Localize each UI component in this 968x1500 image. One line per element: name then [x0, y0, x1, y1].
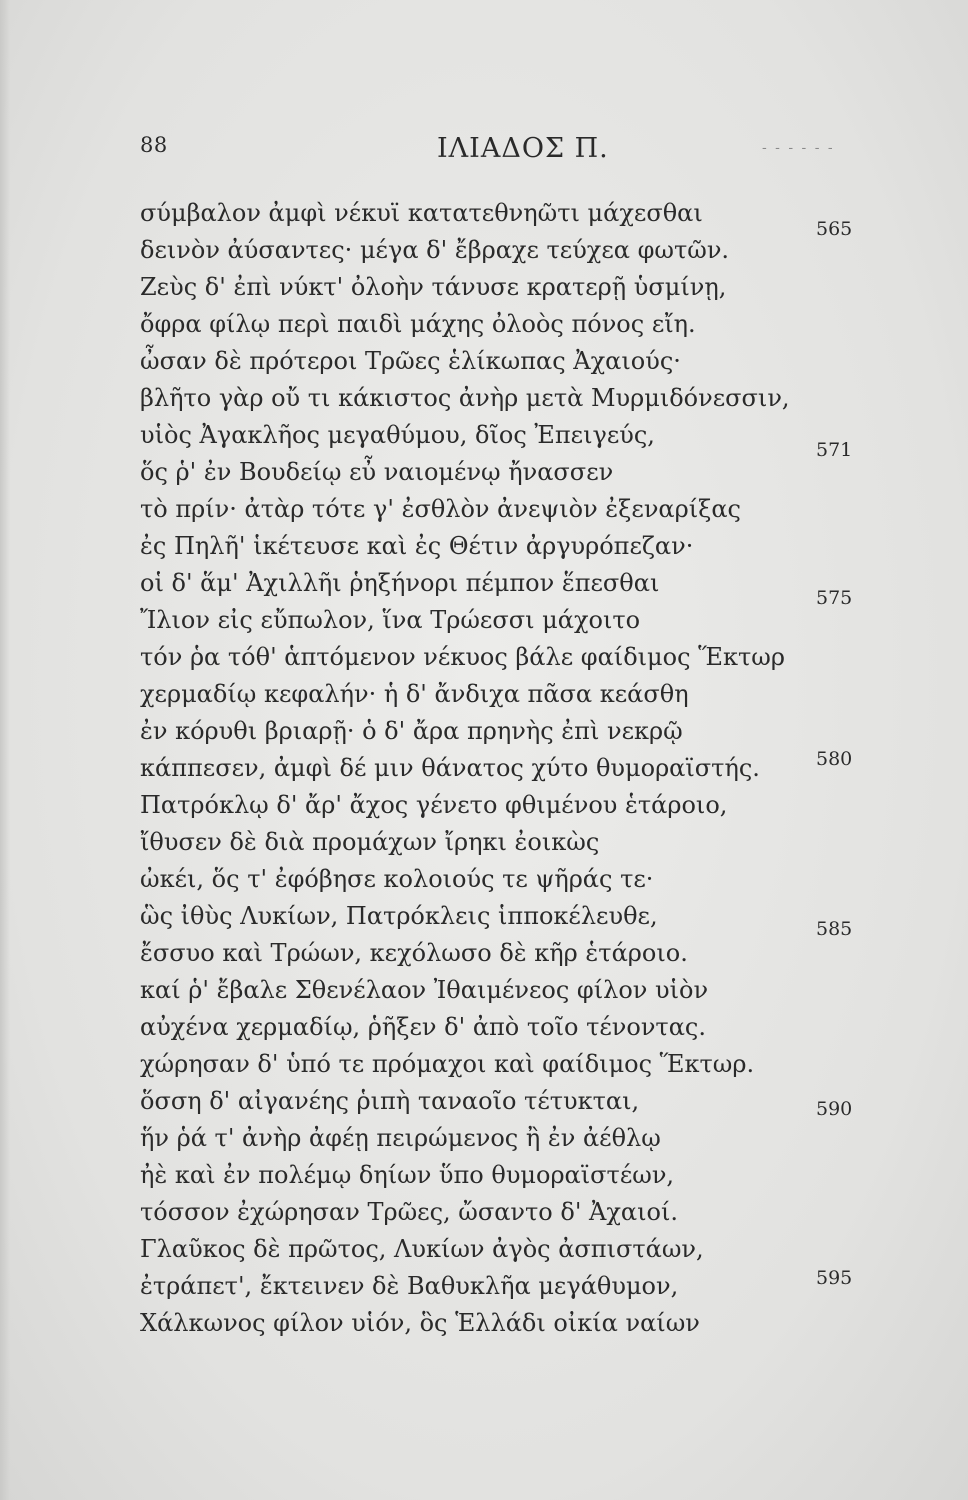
verse-line: αὐχένα χερμαδίῳ, ῥῆξεν δ' ἀπὸ τοῖο τένοντας.: [140, 1013, 706, 1041]
verse-line: Χάλκωνος φίλον υἱόν, ὃς Ἑλλάδι οἰκία ναίων: [140, 1309, 700, 1337]
verse-line: ἠὲ καὶ ἐν πολέμῳ δηίων ὕπο θυμοραϊστέων,: [140, 1161, 675, 1189]
verse-line: ἐν κόρυθι βριαρῇ· ὁ δ' ἄρα πρηνὴς ἐπὶ νεκρῷ: [140, 717, 683, 745]
decorative-dash-mark: ‐ ‐ ‐ ‐ ‐ ‐: [762, 140, 835, 156]
verse-line: Πατρόκλῳ δ' ἄρ' ἄχος γένετο φθιμένου ἑτάροιο,: [140, 791, 728, 819]
verse-line: Ἴλιον εἰς εὔπωλον, ἵνα Τρώεσσι μάχοιτο: [140, 606, 641, 634]
verse-line: Ζεὺς δ' ἐπὶ νύκτ' ὀλοὴν τάνυσε κρατερῇ ὑσμίνῃ,: [140, 273, 727, 301]
verse-line: ὣς ἰθὺς Λυκίων, Πατρόκλεις ἱπποκέλευθε,: [140, 902, 658, 930]
verse-line: ἐτράπετ', ἔκτεινεν δὲ Βαθυκλῆα μεγάθυμον,: [140, 1272, 679, 1300]
verse-line: ὅς ῥ' ἐν Βουδείῳ εὖ ναιομένῳ ἤνασσεν: [140, 458, 614, 486]
page-edge-shadow: [0, 0, 10, 1500]
verse-line: χερμαδίῳ κεφαλήν· ἡ δ' ἄνδιχα πᾶσα κεάσθη: [140, 680, 689, 708]
verse-line: χώρησαν δ' ὑπό τε πρόμαχοι καὶ φαίδιμος Ἕκτωρ.: [140, 1050, 755, 1078]
verse-line: ὄφρα φίλῳ περὶ παιδὶ μάχης ὀλοὸς πόνος εἴη.: [140, 310, 696, 338]
verse-line: ὦσαν δὲ πρότεροι Τρῶες ἑλίκωπας Ἀχαιούς·: [140, 347, 681, 375]
verse-line: οἱ δ' ἅμ' Ἀχιλλῆι ῥηξήνορι πέμπον ἕπεσθαι: [140, 569, 660, 597]
running-head: ΙΛΙΑΔΟΣ Π.: [437, 133, 609, 164]
page-number: 88: [140, 133, 168, 157]
verse-line: δεινὸν ἀύσαντες· μέγα δ' ἔβραχε τεύχεα φωτῶν.: [140, 236, 730, 264]
verse-line: τὸ πρίν· ἀτὰρ τότε γ' ἐσθλὸν ἀνεψιὸν ἐξεναρίξας: [140, 495, 741, 523]
verse-line: υἱὸς Ἀγακλῆος μεγαθύμου, δῖος Ἐπειγεύς,: [140, 421, 655, 449]
line-number: 585: [816, 918, 853, 940]
line-number: 571: [816, 439, 853, 461]
verse-line: καί ῥ' ἔβαλε Σθενέλαον Ἰθαιμένεος φίλον υἱὸν: [140, 976, 709, 1004]
verse-line: ἴθυσεν δὲ διὰ προμάχων ἴρηκι ἐοικὼς: [140, 828, 600, 856]
verse-line: Γλαῦκος δὲ πρῶτος, Λυκίων ἀγὸς ἀσπιστάων,: [140, 1235, 704, 1263]
line-number: 565: [816, 218, 853, 240]
verse-line: ἔσσυο καὶ Τρώων, κεχόλωσο δὲ κῆρ ἑτάροιο.: [140, 939, 688, 967]
verse-line: ἥν ῥά τ' ἀνὴρ ἀφέῃ πειρώμενος ἢ ἐν ἀέθλῳ: [140, 1124, 661, 1152]
verse-line: τόν ῥα τόθ' ἁπτόμενον νέκυος βάλε φαίδιμος Ἕκτωρ: [140, 643, 785, 671]
verse-line: σύμβαλον ἀμφὶ νέκυϊ κατατεθνηῶτι μάχεσθαι: [140, 199, 703, 227]
verse-line: ὅσση δ' αἰγανέης ῥιπὴ ταναοῖο τέτυκται,: [140, 1087, 640, 1115]
line-number: 580: [816, 748, 853, 770]
verse-line: βλῆτο γὰρ οὔ τι κάκιστος ἀνὴρ μετὰ Μυρμιδόνεσσιν,: [140, 384, 790, 412]
verse-line: ὠκέι, ὅς τ' ἐφόβησε κολοιούς τε ψῆράς τε·: [140, 865, 654, 893]
line-number: 595: [816, 1267, 853, 1289]
verse-line: ἐς Πηλῆ' ἱκέτευσε καὶ ἐς Θέτιν ἀργυρόπεζαν·: [140, 532, 694, 560]
verse-line: κάππεσεν, ἀμφὶ δέ μιν θάνατος χύτο θυμοραϊστής.: [140, 754, 760, 782]
verse-line: τόσσον ἐχώρησαν Τρῶες, ὤσαντο δ' Ἀχαιοί.: [140, 1198, 679, 1226]
line-number: 590: [816, 1098, 853, 1120]
line-number: 575: [816, 587, 853, 609]
